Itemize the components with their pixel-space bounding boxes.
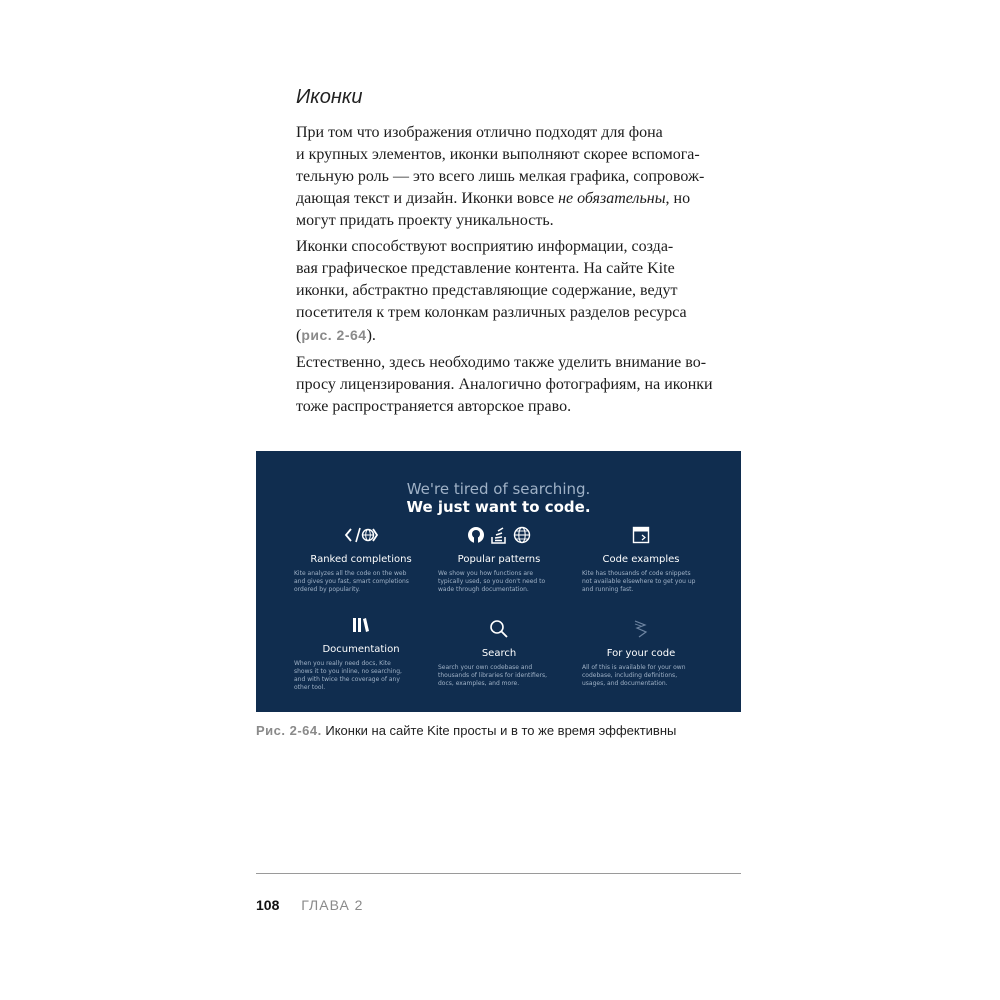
- kite-logo-icon: [631, 619, 651, 643]
- text-line: [296, 188, 746, 210]
- paragraph-3: [296, 352, 746, 418]
- desc-line: thousands of libraries for identifiers,: [438, 672, 548, 679]
- feature-icons: [566, 526, 716, 548]
- desc-line: and gives you fast, smart completions: [294, 578, 409, 585]
- code-brackets-icon: [344, 526, 378, 548]
- desc-line: All of this is available for your own: [582, 664, 686, 671]
- text-line: и крупных элементов, иконки выполняют скорее вспомога-: [296, 146, 700, 163]
- search-icon: [489, 619, 509, 643]
- paragraph-1: [296, 122, 746, 232]
- feature-ranked-completions: [286, 526, 436, 606]
- figure-caption: [256, 723, 676, 738]
- text-line: [296, 324, 746, 347]
- desc-line: When you really need docs, Kite: [294, 660, 391, 667]
- desc-line: ordered by popularity.: [294, 586, 361, 593]
- feature-title: Search: [481, 648, 517, 659]
- feature-icons: [286, 616, 436, 638]
- text-line: тельную роль — это всего лишь мелкая графика, сопровож-: [296, 168, 705, 185]
- figure-kite-screenshot: [256, 451, 741, 712]
- text-fragment: , но: [665, 190, 691, 207]
- text-line: При том что изображения отлично подходят для фона: [296, 124, 663, 141]
- feature-title: Ranked completions: [310, 554, 412, 565]
- section-heading: Иконки: [296, 86, 363, 108]
- desc-line: Kite has thousands of code snippets: [582, 570, 691, 577]
- page-number: 108: [256, 897, 280, 913]
- text-line: Иконки способствуют восприятию информации, созда-: [296, 238, 674, 255]
- feature-description: [438, 570, 578, 594]
- desc-line: other tool.: [294, 684, 326, 691]
- globe-icon: [513, 526, 531, 548]
- text-line: Естественно, здесь необходимо также уделить внимание во-: [296, 354, 707, 371]
- text-fragment: ).: [366, 327, 376, 344]
- text-line: посетителя к трем колонкам различных разделов ресурса: [296, 304, 687, 321]
- feature-description: [582, 664, 722, 688]
- stackoverflow-icon: [491, 526, 507, 548]
- footer-divider: [256, 873, 741, 874]
- feature-description: [294, 660, 434, 692]
- chapter-label: ГЛАВА 2: [301, 897, 364, 913]
- feature-code-examples: [566, 526, 716, 606]
- desc-line: shows it to you inline, no searching,: [294, 668, 402, 675]
- text-line: могут придать проекту уникальность.: [296, 212, 554, 229]
- feature-description: [582, 570, 722, 594]
- feature-title: Popular patterns: [457, 554, 541, 565]
- desc-line: and with twice the coverage of any: [294, 676, 400, 683]
- desc-line: We show you how functions are: [438, 570, 534, 577]
- text-fragment: дающая текст и дизайн. Иконки вовсе: [296, 190, 559, 207]
- feature-description: [438, 664, 578, 688]
- text-line: тоже распространяется авторское право.: [296, 398, 572, 415]
- feature-for-your-code: [566, 620, 716, 706]
- text-fragment: (: [296, 327, 302, 344]
- feature-documentation: [286, 616, 436, 706]
- figure-headline: We just want to code.: [406, 498, 591, 516]
- feature-icons: [566, 620, 716, 642]
- desc-line: typically used, so you don't need to: [438, 578, 546, 585]
- desc-line: usages, and documentation.: [582, 680, 668, 687]
- desc-line: Kite analyzes all the code on the web: [294, 570, 407, 577]
- text-line: иконки, абстрактно представляющие содержание, ведут: [296, 282, 678, 299]
- caption-text: Иконки на сайте Kite просты и в то же время эффективны: [321, 723, 677, 738]
- desc-line: codebase, including definitions,: [582, 672, 678, 679]
- figure-reference-link[interactable]: рис. 2-64: [301, 327, 367, 343]
- feature-icons: [424, 620, 574, 642]
- feature-title: Code examples: [602, 554, 680, 565]
- books-icon: [351, 616, 371, 638]
- github-icon: [467, 526, 485, 548]
- feature-icons: [424, 526, 574, 548]
- page-footer: [256, 897, 363, 913]
- desc-line: docs, examples, and more.: [438, 680, 520, 687]
- desc-line: not available elsewhere to get you up: [582, 578, 696, 585]
- text-line: вая графическое представление контента. На сайте Kite: [296, 260, 675, 277]
- emphasis-text: не обязательны: [558, 190, 666, 207]
- caption-label: Рис. 2-64.: [256, 723, 322, 738]
- feature-icons: [286, 526, 436, 548]
- desc-line: and running fast.: [582, 586, 634, 593]
- feature-popular-patterns: [424, 526, 574, 606]
- paragraph-2: [296, 236, 746, 347]
- figure-tagline: We're tired of searching.: [406, 480, 591, 498]
- code-window-icon: [632, 526, 650, 548]
- desc-line: Search your own codebase and: [438, 664, 533, 671]
- feature-title: For your code: [606, 648, 676, 659]
- feature-title: Documentation: [322, 644, 400, 655]
- feature-description: [294, 570, 434, 594]
- text-line: просу лицензирования. Аналогично фотографиям, на иконки: [296, 376, 713, 393]
- feature-search: [424, 620, 574, 706]
- desc-line: wade through documentation.: [438, 586, 529, 593]
